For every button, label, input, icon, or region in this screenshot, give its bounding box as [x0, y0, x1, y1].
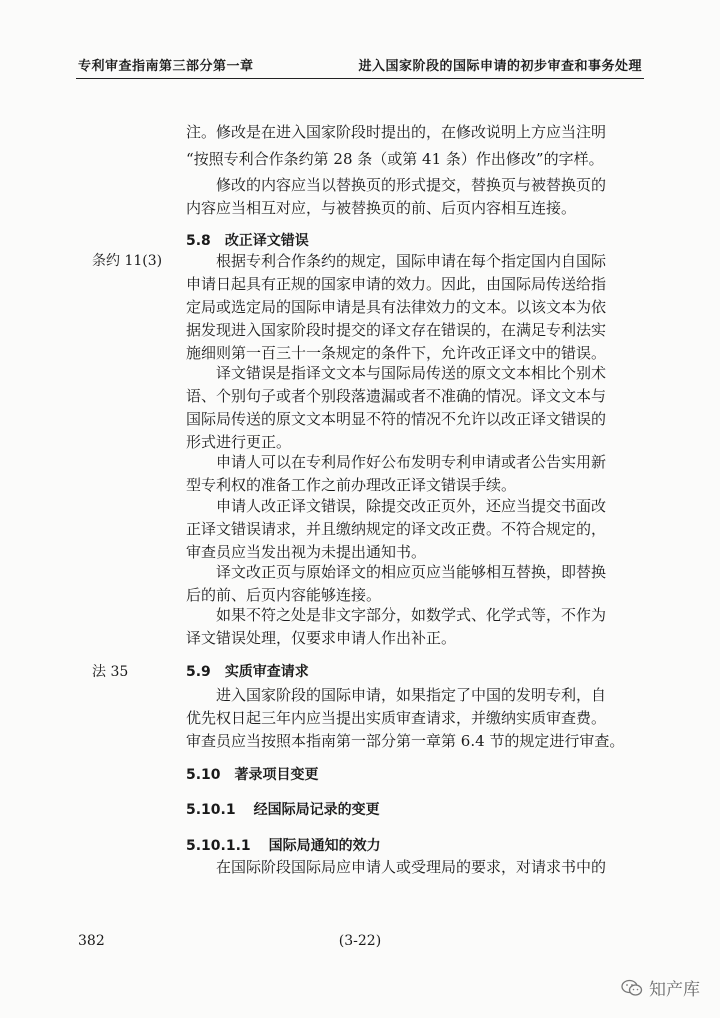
- paragraph-line: 在国际阶段国际局应申请人或受理局的要求，对请求书中的: [216, 858, 607, 876]
- section-heading-5-9: [186, 662, 309, 682]
- section-heading-5-10-1-1: [186, 836, 381, 856]
- section-title: 国际局通知的效力: [268, 838, 381, 854]
- paragraph-line: 译文改正页与原始译文的相应页应当能够相互替换，即替换: [216, 563, 607, 581]
- paragraph-line: 译文错误处理，仅要求申请人作出补正。: [186, 629, 457, 647]
- running-header-left: 专利审查指南第三部分第一章: [78, 59, 254, 74]
- paragraph-line: 译文错误是指译文文本与国际局传送的原文文本相比个别术: [216, 364, 607, 382]
- paragraph-line: 申请人改正译文错误，除提交改正页外，还应当提交书面改: [216, 497, 607, 515]
- section-title: 实质审查请求: [224, 664, 309, 680]
- paragraph-line: “按照专利合作条约第 28 条（或第 41 条）作出修改”的字样。: [186, 150, 604, 168]
- paragraph-line: 审查员应当发出视为未提出通知书。: [186, 543, 427, 561]
- section-number: 5.10: [186, 767, 221, 783]
- section-title: 改正译文错误: [224, 233, 309, 249]
- paragraph-line: 申请日起具有正规的国家申请的效力。因此，由国际局传送给指: [186, 275, 607, 293]
- wechat-logo-icon: [621, 979, 643, 997]
- paragraph-line: 后的前、后页内容能够连接。: [186, 586, 382, 604]
- margin-note: 条约 11(3): [92, 253, 163, 269]
- paragraph-line: 如果不符之处是非文字部分，如数学式、化学式等，不作为: [216, 606, 607, 624]
- page-number: 382: [78, 933, 105, 949]
- section-number: 5.10.1: [186, 802, 236, 818]
- section-title: 经国际局记录的变更: [253, 802, 380, 818]
- section-number: 5.9: [186, 664, 211, 680]
- section-page-number: (3-22): [338, 933, 382, 949]
- paragraph-line: 申请人可以在专利局作好公布发明专利申请或者公告实用新: [216, 453, 607, 471]
- paragraph-line: 进入国家阶段的国际申请，如果指定了中国的发明专利，自: [216, 686, 607, 704]
- paragraph-line: 注。修改是在进入国家阶段时提出的，在修改说明上方应当注明: [186, 123, 607, 141]
- paragraph-line: 根据专利合作条约的规定，国际申请在每个指定国内自国际: [216, 252, 607, 270]
- paragraph-line: 内容应当相互对应，与被替换页的前、后页内容相互连接。: [186, 199, 577, 217]
- section-heading-5-10-1: [186, 800, 380, 820]
- paragraph-line: 定局或选定局的国际申请是具有法律效力的文本。以该文本为依: [186, 298, 607, 316]
- margin-note: 法 35: [92, 664, 129, 680]
- paragraph-line: 修改的内容应当以替换页的形式提交，替换页与被替换页的: [216, 176, 607, 194]
- section-number: 5.10.1.1: [186, 838, 251, 854]
- paragraph-line: 国际局传送的原文文本明显不符的情况不允许以改正译文错误的: [186, 410, 607, 428]
- paragraph-line: 据发现进入国家阶段时提交的译文存在错误的，在满足专利法实: [186, 321, 607, 339]
- paragraph-line: 形式进行更正。: [186, 433, 292, 451]
- section-heading-5-8: [186, 231, 309, 251]
- header-rule: [76, 78, 644, 79]
- watermark-text: 知产库: [649, 980, 700, 1000]
- paragraph-line: 语、个别句子或者个别段落遗漏或者不准确的情况。译文文本与: [186, 387, 607, 405]
- watermark: [621, 975, 700, 1000]
- section-heading-5-10: [186, 765, 319, 785]
- paragraph-line: 正译文错误请求，并且缴纳规定的译文改正费。不符合规定的，: [186, 520, 607, 538]
- paragraph-line: 型专利权的准备工作之前办理改正译文错误手续。: [186, 476, 517, 494]
- paragraph-line: 审查员应当按照本指南第一部分第一章第 6.4 节的规定进行审查。: [186, 732, 625, 750]
- paragraph-line: 优先权日起三年内应当提出实质审查请求，并缴纳实质审查费。: [186, 709, 607, 727]
- section-number: 5.8: [186, 233, 211, 249]
- paragraph-line: 施细则第一百三十一条规定的条件下，允许改正译文中的错误。: [186, 344, 607, 362]
- running-header-right: 进入国家阶段的国际申请的初步审查和事务处理: [358, 59, 642, 74]
- section-title: 著录项目变更: [234, 767, 319, 783]
